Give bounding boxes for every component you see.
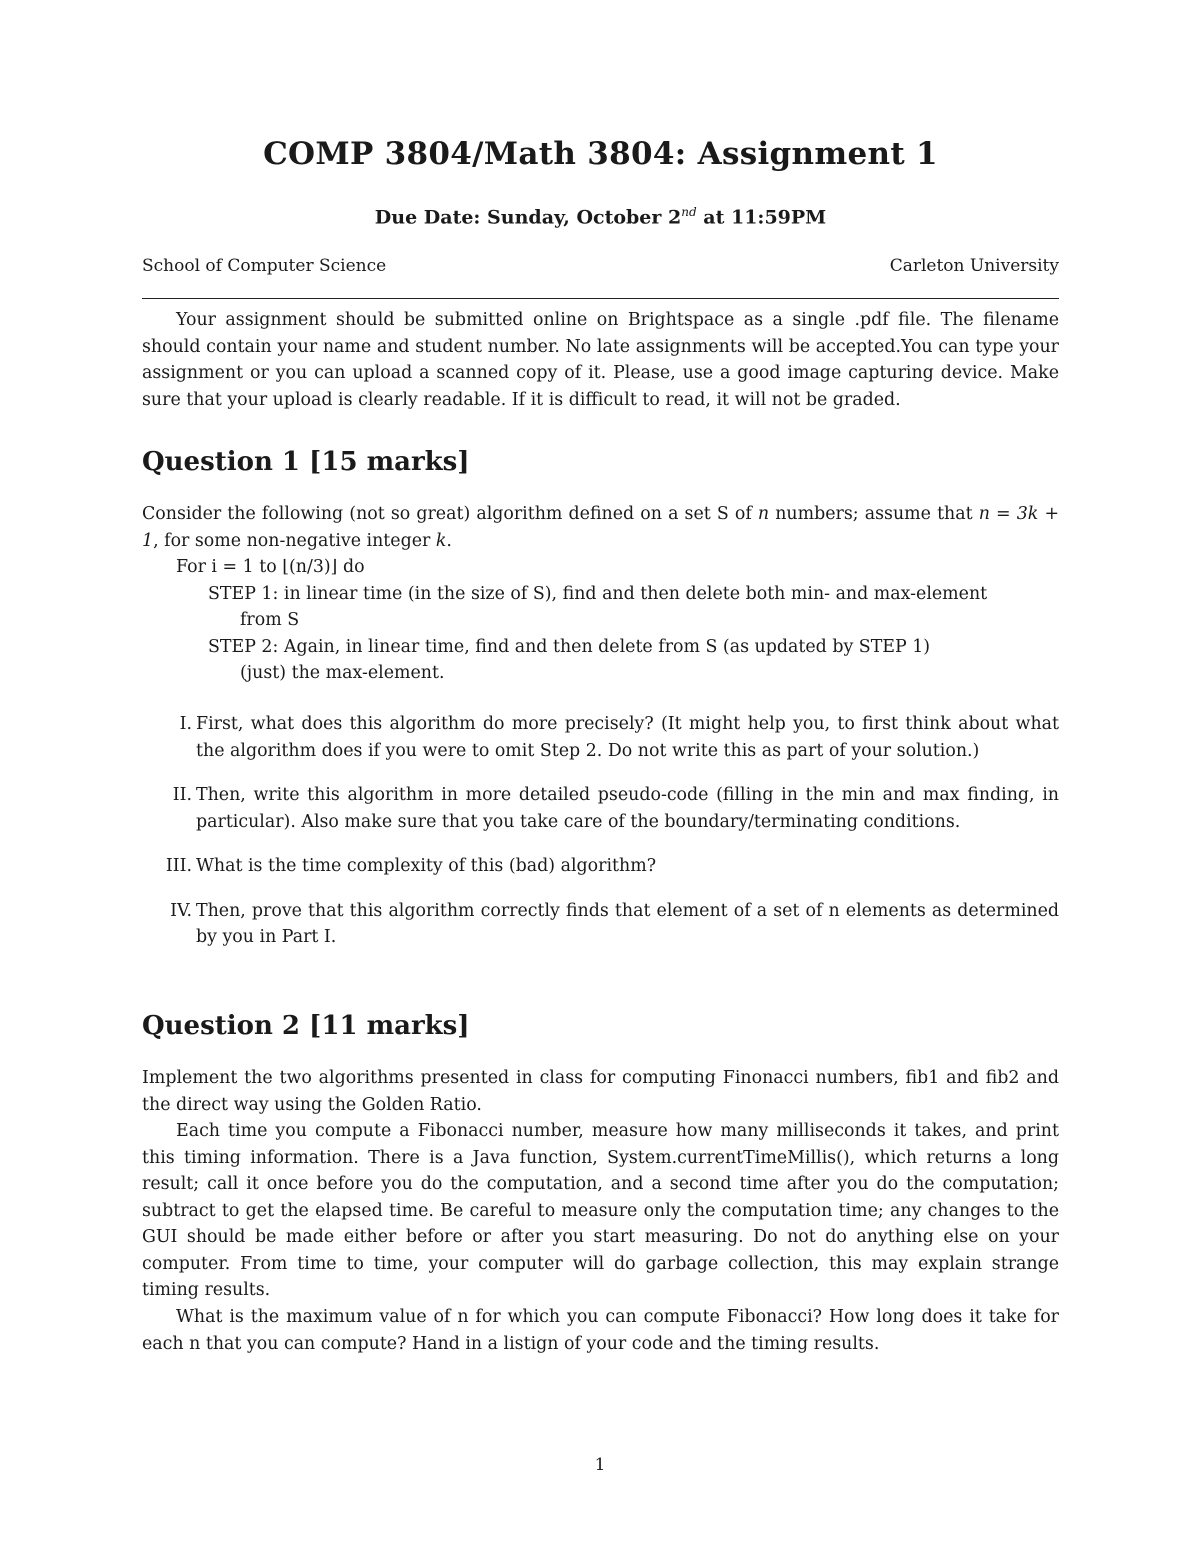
part-item: [142, 898, 1059, 951]
step-2: [176, 634, 1059, 687]
question-1-lead: [142, 501, 1059, 554]
due-date-suffix: at 11:59PM: [696, 206, 827, 229]
part-text: Then, prove that this algorithm correctly finds that element of a set of n elements as determined by you in Part I.: [196, 900, 1059, 947]
part-item: [142, 711, 1059, 764]
part-number: I.: [179, 714, 192, 734]
part-number: II.: [172, 785, 192, 805]
intro-paragraph: Your assignment should be submitted online on Brightspace as a single .pdf file. The filename should contain your name and student number. No late assignments will be accepted.You can type your assignment or you can upload a scanned copy of it. Please, use a good image capturing device. Make sure that your upload is clearly readable. If it is difficult to read, it will not be graded.: [142, 310, 1059, 410]
part-item: [142, 782, 1059, 835]
affiliation-row: [142, 256, 1059, 276]
q1-lead-text-3: , for some non-negative integer: [153, 530, 436, 551]
part-item: [142, 853, 1059, 880]
school-name: School of Computer Science: [142, 256, 387, 276]
part-number: III.: [165, 856, 192, 876]
step-2-line-2: (just) the max-element.: [240, 663, 445, 683]
due-date: [142, 205, 1059, 228]
question-2-heading: Question 2 [11 marks]: [142, 1011, 470, 1041]
question-1-parts: [142, 711, 1059, 969]
q1-lead-text-2: numbers; assume that: [769, 504, 979, 524]
part-text: What is the time complexity of this (bad) algorithm?: [196, 856, 657, 876]
due-date-superscript: nd: [681, 205, 697, 219]
q1-lead-text-1: Consider the following (not so great) algorithm defined on a set S of: [142, 504, 758, 524]
due-date-prefix: Due Date: Sunday, October 2: [374, 206, 682, 229]
question-2-paragraph-3: What is the maximum value of n for which you can compute Fibonacci? How long does it take for each n that you can compute? Hand in a listign of your code and the timing results.: [142, 1307, 1059, 1354]
page-number: 1: [594, 1455, 606, 1475]
question-2-paragraph-2: Each time you compute a Fibonacci number, measure how many milliseconds it takes, and print this timing information. There is a Java function, System.currentTimeMillis(), which returns a long result; call it once before you do the computation, and a second time after you do the computation; subtract to get the elapsed time. Be careful to measure only the computation time; any changes to the GUI should be made either before or after you start measuring. Do not do anything else on your computer. From time to time, your computer will do garbage collection, this may explain strange timing results.: [142, 1121, 1059, 1300]
q1-lead-text-4: .: [446, 530, 452, 551]
step-2-line-1: STEP 2: Again, in linear time, find and then delete from S (as updated by STEP 1): [208, 636, 931, 657]
part-text: First, what does this algorithm do more precisely? (It might help you, to first think about what the algorithm does if you were to omit Step 2. Do not write this as part of your solution.): [196, 714, 1059, 761]
university-name: Carleton University: [889, 256, 1059, 276]
q1-lead-k: k: [435, 530, 447, 551]
header-divider: [142, 298, 1059, 299]
page-title: COMP 3804/Math 3804: Assignment 1: [263, 136, 938, 172]
part-number: IV.: [170, 900, 192, 921]
step-1-line-2: from S: [240, 610, 300, 630]
q1-lead-n: n: [757, 504, 770, 524]
q1-lead-equation: n = 3k + 1: [142, 504, 1060, 551]
algorithm-block: [176, 554, 1059, 687]
question-1-heading: Question 1 [15 marks]: [142, 447, 470, 477]
question-2-paragraph-1: Implement the two algorithms presented in class for computing Finonacci numbers, fib1 and fib2 and the direct way using the Golden Ratio.: [142, 1068, 1059, 1115]
step-1-line-1: STEP 1: in linear time (in the size of S), find and then delete both min- and max-element: [208, 583, 988, 604]
step-1: [176, 581, 1059, 634]
part-text: Then, write this algorithm in more detailed pseudo-code (filling in the min and max finding, in particular). Also make sure that you take care of the boundary/terminating conditions.: [196, 785, 1059, 832]
for-loop-line: For i = 1 to ⌊(n/3)⌋ do: [176, 557, 365, 577]
